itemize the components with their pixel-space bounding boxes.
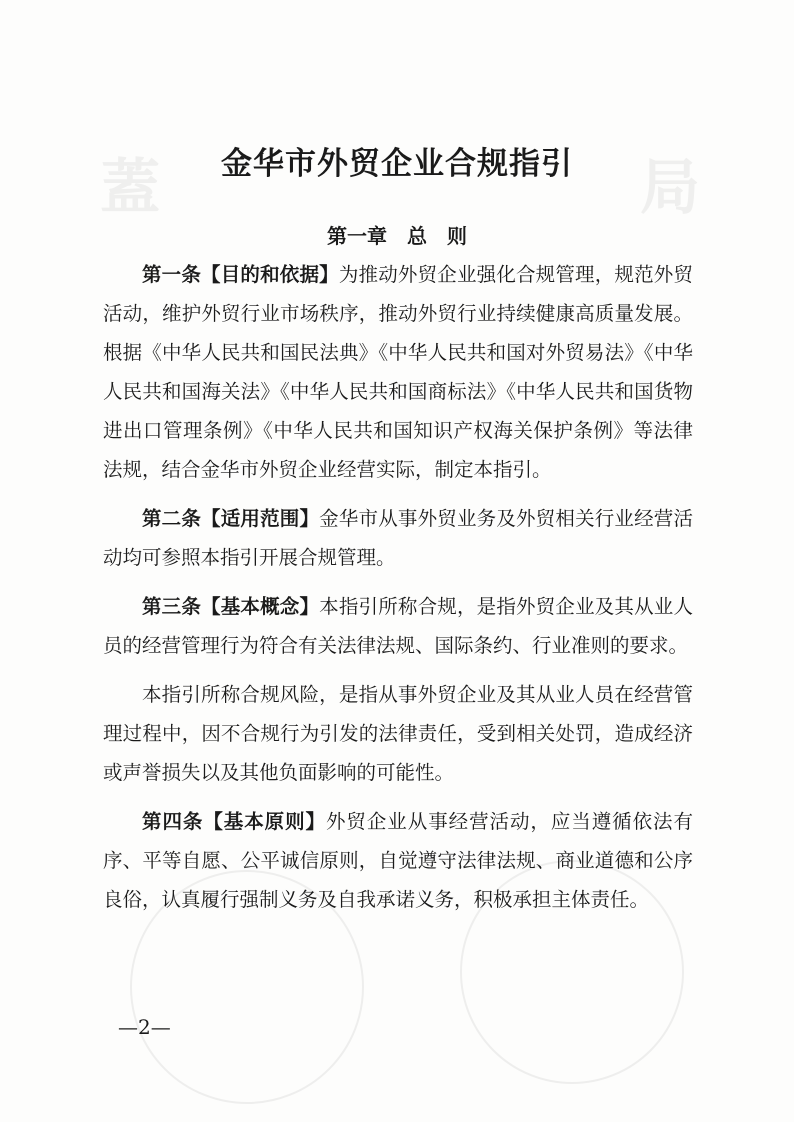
article-text: 本指引所称合规，是指外贸企业及其从业人员的经营管理行为符合有关法律法规、国际条约、行业准则的要求。: [103, 595, 693, 657]
article-text: 本指引所称合规风险，是指从事外贸企业及其从业人员在经营管理过程中，因不合规行为引发的法律责任，受到相关处罚，造成经济或声誉损失以及其他负面影响的可能性。: [103, 683, 693, 784]
article-text: 外贸企业从事经营活动，应当遵循依法有序、平等自愿、公平诚信原则，自觉遵守法律法规、商业道德和公序良俗，认真履行强制义务及自我承诺义务，积极承担主体责任。: [103, 810, 693, 911]
article-heading: 第四条【基本原则】: [142, 810, 326, 833]
chapter-heading: 第一章 总 则: [327, 224, 467, 248]
article-text: 金华市从事外贸业务及外贸相关行业经营活动均可参照本指引开展合规管理。: [103, 507, 693, 569]
article-paragraph: [103, 255, 693, 489]
article-heading: 第三条【基本概念】: [142, 595, 320, 618]
article-heading: 第一条【目的和依据】: [142, 263, 339, 286]
watermark-ghost: 局: [640, 153, 700, 223]
document-body: [103, 255, 693, 929]
article-text: 为推动外贸企业强化合规管理，规范外贸活动，维护外贸行业市场秩序，推动外贸行业持续健康高质量发展。根据《中华人民共和国民法典》《中华人民共和国对外贸易法》《中华人民共和国海关法》《中华人民共和国商标法》《中华人民共和国货物进出口管理条例》《中华人民共和国知识产权海关保护条例》等法律法规，结合金华市外贸企业经营实际，制定本指引。: [103, 263, 693, 481]
watermark-ghost: 蓋: [100, 153, 160, 223]
document-title: 金华市外贸企业合规指引: [221, 146, 573, 182]
page-number: —2—: [118, 1015, 171, 1039]
article-paragraph: [103, 802, 693, 919]
article-paragraph: [103, 587, 693, 665]
article-heading: 第二条【适用范围】: [142, 507, 320, 530]
article-paragraph: [103, 499, 693, 577]
article-paragraph: [103, 675, 693, 792]
